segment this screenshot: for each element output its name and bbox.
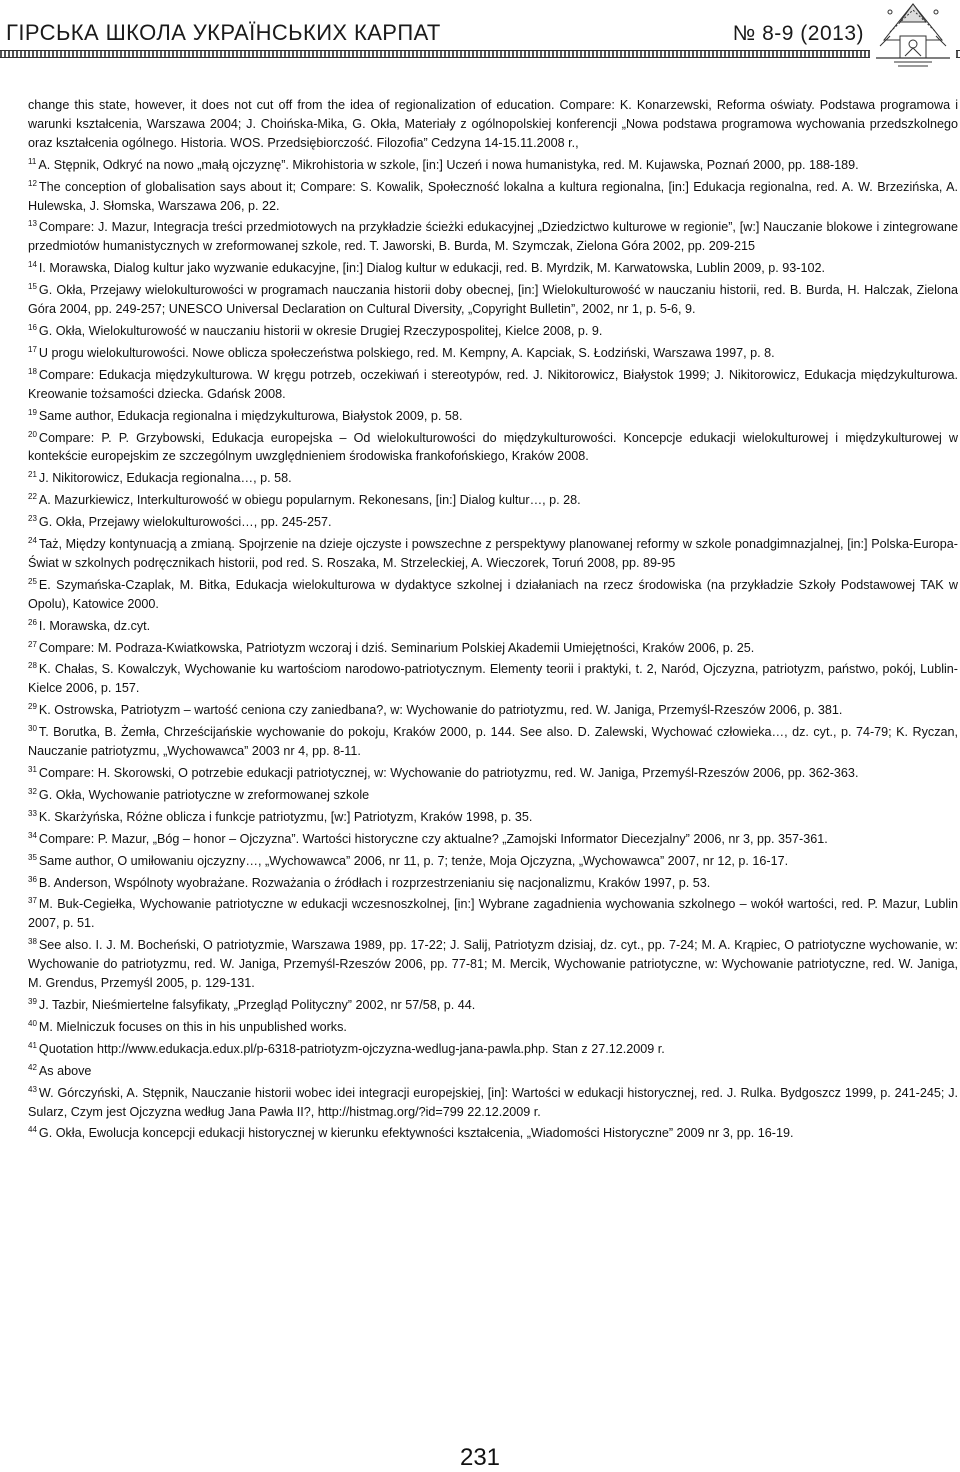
footnote-text: G. Okła, Wychowanie patriotyczne w zreformowanej szkole: [38, 787, 370, 802]
footnote-text: Compare: P. Mazur, „Bóg – honor – Ojczyzna”. Wartości historyczne czy aktualne? „Zamojski Informator Diecezjalny” 2006, nr 3, pp. 357-361.: [38, 831, 828, 846]
page-number: 231: [459, 1444, 501, 1471]
footnote-number: 31: [28, 765, 37, 774]
footnote-17: [28, 341, 958, 363]
footnote-text: A. Mazurkiewicz, Interkulturowość w obiegu popularnym. Rekonesans, [in:] Dialog kultur…, p. 28.: [38, 493, 581, 508]
footnote-text: Same author, O umiłowaniu ojczyzny…, „Wychowawca” 2006, nr 11, p. 7; tenże, Moja Ojczyzna, „Wychowawca” 2007, nr 12, p. 16-17.: [38, 853, 789, 868]
footnote-text: Compare: H. Skorowski, O potrzebie edukacji patriotycznej, w: Wychowanie do patriotyzmu, red. W. Janiga, Przemyśl-Rzeszów 2006, pp. 362-363.: [38, 766, 859, 780]
footnote-number: 32: [28, 786, 37, 796]
footnote-number: 13: [28, 219, 37, 229]
footnote-39: [28, 993, 958, 1015]
footnote-number: 18: [28, 366, 37, 376]
footnote-number: 19: [28, 407, 37, 417]
footnote-number: 34: [28, 830, 37, 840]
header-divider: [0, 50, 960, 58]
footnote-text: M. Mielniczuk focuses on this in his unpublished works.: [38, 1019, 347, 1034]
footnote-text: Compare: J. Mazur, Integracja treści przedmiotowych na przykładzie ścieżki edukacyjnej „Dziedzictwo kulturowe w regionie”, [w:] Nauczanie blokowe i zintegrowane przedmiotów humanistycznych w zreformowanej szkole, red. T. Jaworski, B. Burda, M. Szymczak, Zielona Góra 2002, pp. 209-215: [28, 220, 958, 254]
journal-title: ГІРСЬКА ШКОЛА УКРАЇНСЬКИХ КАРПАТ: [6, 20, 441, 45]
footnote-number: 27: [28, 639, 37, 649]
footnote-text: Compare: Edukacja międzykulturowa. W kręgu potrzeb, oczekiwań i stereotypów, red. J. Nikitorowicz, Białystok 1999; J. Nikitorowicz, Edukacja międzykulturowa. Kreowanie tożsamości dziecka. Gdańsk 2008.: [28, 367, 958, 401]
footnote-text: I. Morawska, Dialog kultur jako wyzwanie edukacyjne, [in:] Dialog kultur w edukacji, red. B. Myrdzik, M. Karwatowska, Lublin 2009, p. 93-102.: [38, 261, 825, 276]
footnote-number: 25: [28, 576, 37, 586]
footnote-text: J. Tazbir, Nieśmiertelne falsyfikaty, „Przegląd Polityczny” 2002, nr 57/58, p. 44.: [38, 997, 476, 1012]
footnote-text: I. Morawska, dz.cyt.: [38, 618, 151, 633]
footnote-text: Same author, Edukacja regionalna i międzykulturowa, Białystok 2009, p. 58.: [38, 408, 463, 423]
footnote-number: 33: [28, 808, 37, 818]
footnote-text: K. Chałas, S. Kowalczyk, Wychowanie ku wartościom narodowo-patriotycznym. Elementy teorii i praktyki, t. 2, Naród, Ojczyzna, patriotyzm, państwo, pokój, Lublin-Kielce 2006, p. 157.: [28, 662, 958, 696]
footnote-number: 30: [28, 724, 37, 734]
footnote-number: 11: [28, 156, 37, 166]
running-header: [0, 0, 960, 58]
footnote-number: 29: [28, 702, 37, 712]
footnote-text: See also. I. J. M. Bocheński, O patriotyzmie, Warszawa 1989, pp. 17-22; J. Salij, Patriotyzm dzisiaj, dz. cyt., pp. 7-24; M. A. Krąpiec, O patriotyczne wychowanie, w: Wychowanie do patriotyzmu, red. W. Janiga, Przemyśl-Rzeszów 2006, pp. 77-81; M. Mercik, Wychowanie patriotyczne, w: Wychowanie patriotyczne, red. W. Janiga, M. Grendus, Przemyśl 2005, p. 129-131.: [28, 938, 958, 991]
footnote-number: 40: [28, 1018, 37, 1028]
footnote-43: [28, 1081, 958, 1122]
footnote-number: 26: [28, 617, 37, 627]
footnote-28: [28, 657, 958, 698]
footnote-12: [28, 175, 958, 216]
footnote-29: [28, 698, 958, 720]
footnote-14: [28, 256, 958, 278]
footnote-number: 35: [28, 852, 37, 862]
footnote-number: 23: [28, 514, 37, 524]
footnote-number: 37: [28, 896, 37, 906]
footnote-40: [28, 1015, 958, 1037]
footnote-26: [28, 614, 958, 636]
footnote-35: [28, 849, 958, 871]
footnote-23: [28, 510, 958, 532]
footnote-11: [28, 153, 958, 175]
footnote-22: [28, 488, 958, 510]
footnote-15: [28, 278, 958, 319]
footnote-text: Compare: M. Podraza-Kwiatkowska, Patriotyzm wczoraj i dziś. Seminarium Polskiej Akademii Umiejętności, Kraków 2006, p. 25.: [38, 640, 755, 655]
footnote-21: [28, 466, 958, 488]
footnote-number: 44: [28, 1125, 37, 1135]
footnote-text: The conception of globalisation says about it; Compare: S. Kowalik, Społeczność lokalna a kultura regionalna, [in:] Edukacja regionalna, red. A. W. Brzezińska, A. Hulewska, J. Słomska, Warszawa 206, p. 22.: [28, 179, 958, 213]
footnote-number: 22: [28, 492, 37, 502]
footnote-number: 12: [28, 178, 37, 188]
footnote-number: 16: [28, 322, 37, 332]
footnote-44: [28, 1121, 958, 1143]
footnote-text: Taż, Między kontynuacją a zmianą. Spojrzenie na dzieje ojczyste i powszechne z perspektywy planowanej reformy w szkole ponadgimnazjalnej, [in:] Polska-Europa-Świat w szkolnych podręcznikach historii, pod red. S. Roszaka, M. Strzeleckiej, A. Wieczorek, Toruń 2008, pp. 89-95: [28, 537, 958, 570]
footnote-36: [28, 871, 958, 893]
footnote-16: [28, 319, 958, 341]
footnote-number: 21: [28, 470, 37, 480]
footnote-32: [28, 783, 958, 805]
footnote-number: 28: [28, 661, 37, 671]
footnote-number: 36: [28, 874, 37, 884]
footnote-number: 42: [28, 1062, 37, 1072]
footnote-text: G. Okła, Ewolucja koncepcji edukacji historycznej w kierunku efektywności kształcenia, „Wiadomości Historyczne” 2009 nr 3, pp. 16-19.: [38, 1126, 794, 1141]
footnote-text: T. Borutka, B. Żemła, Chrześcijańskie wychowanie do pokoju, Kraków 2000, p. 144. See also. D. Zalewski, Wychować człowieka…, dz. cyt., p. 74-79; K. Ryczan, Nauczanie patriotyzmu, „Wychowawca” 2003 nr 4, pp. 8-11.: [28, 725, 958, 759]
footnote-13: [28, 215, 958, 256]
footnote-number: 38: [28, 937, 37, 947]
footnotes-list: [28, 96, 958, 1143]
footnote-41: [28, 1037, 958, 1059]
footnote-text: M. Buk-Cegiełka, Wychowanie patriotyczne w edukacji wczesnoszkolnej, [in:] Wybrane zagadnienia wychowania szkolnego – wokół wartości, red. P. Mazur, Lublin 2007, p. 51.: [28, 897, 958, 931]
footnote-24: [28, 532, 958, 573]
footnote-33: [28, 805, 958, 827]
footnote-number: 20: [28, 429, 37, 439]
issue-number: № 8-9 (2013): [732, 22, 864, 45]
footnote-37: [28, 892, 958, 933]
footnote-text: G. Okła, Przejawy wielokulturowości w programach nauczania historii doby obecnej, [in:] Wielokulturowość w nauczaniu historii, red. B. Burda, H. Halczak, Zielona Góra 2004, pp. 249-257; UNESCO Universal Declaration on Cultural Diversity, „Copyright Bulletin”, 2002, nr 1, p. 5-6, 9.: [28, 283, 958, 317]
footnote-text: G. Okła, Wielokulturowość w nauczaniu historii w okresie Drugiej Rzeczypospolitej, Kielce 2008, p. 9.: [38, 323, 603, 338]
footnote-number: 17: [28, 344, 37, 354]
footnote-34: [28, 827, 958, 849]
footnote-38: [28, 933, 958, 993]
footnote-number: 14: [28, 260, 37, 270]
footnote-text: B. Anderson, Wspólnoty wyobrażane. Rozważania o źródłach i rozprzestrzenianiu się nacjonalizmu, Kraków 1997, p. 53.: [38, 875, 711, 890]
footnote-number: 43: [28, 1084, 37, 1094]
footnote-30: [28, 720, 958, 761]
footnote-text: Quotation http://www.edukacja.edux.pl/p-6318-patriotyzm-ojczyzna-wedlug-jana-pawla.php. Stan z 27.12.2009 r.: [38, 1041, 665, 1056]
footnote-text: J. Nikitorowicz, Edukacja regionalna…, p. 58.: [38, 471, 292, 486]
footnote-number: 41: [28, 1040, 37, 1050]
footnote-text: Compare: P. P. Grzybowski, Edukacja europejska – Od wielokulturowości do międzykulturowości. Koncepcje edukacji wielokulturowej i międzykulturowej w kontekście europejskim ze szczególnym uwzględnieniem środowiska frankofońskiego, Kraków 2008.: [28, 430, 958, 464]
footnote-19: [28, 404, 958, 426]
footnote-text: A. Stępnik, Odkryć na nowo „małą ojczyznę”. Mikrohistoria w szkole, [in:] Uczeń i nowa humanistyka, red. M. Kujawska, Poznań 2000, pp. 188-189.: [38, 157, 859, 172]
footnote-text: U progu wielokulturowości. Nowe oblicza społeczeństwa polskiego, red. M. Kempny, A. Kapciak, S. Łodziński, Warszawa 1997, p. 8.: [38, 345, 775, 360]
footnote-number: 15: [28, 282, 37, 292]
footnote-text: K. Ostrowska, Patriotyzm – wartość ceniona czy zaniedbana?, w: Wychowanie do patriotyzmu, red. W. Janiga, Przemyśl-Rzeszów 2006, p. 381.: [38, 703, 843, 718]
footnote-18: [28, 363, 958, 404]
footnote-number: 39: [28, 996, 37, 1006]
footnote-20: [28, 426, 958, 467]
footnote-text: K. Skarżyńska, Różne oblicza i funkcje patriotyzmu, [w:] Patriotyzm, Kraków 1998, p. 35.: [38, 809, 533, 824]
footnote-text: change this state, however, it does not cut off from the idea of regionalization of education. Compare: K. Konarzewski, Reforma oświaty. Podstawa programowa i warunki kształcenia, Warszawa 2004; J. Choińska-Mika, G. Okła, Materiały z ogólnopolskiej konferencji „Nowa podstawa programowa wychowania przedszkolnego oraz kształcenia ogólnego. Historia. WOS. Przedsiębiorczość. Filozofia” Cedzyna 14-15.11.2008 r.,: [28, 98, 958, 150]
school-logo-icon: [870, 0, 956, 72]
footnote-text: E. Szymańska-Czaplak, M. Bitka, Edukacja wielokulturowa w dydaktyce szkolnej i działaniach na rzecz środowiska (na przykładzie Szkoły Podstawowej TAK w Opolu), Katowice 2000.: [28, 577, 958, 611]
footnote-text: G. Okła, Przejawy wielokulturowości…, pp. 245-257.: [38, 515, 332, 530]
footnote-text: W. Górczyński, A. Stępnik, Nauczanie historii wobec idei integracji europejskiej, [in]: Wartości w edukacji historycznej, red. J. Rulka. Bydgoszcz 1999, p. 241-245; J. Sularz, Czym jest Ojczyzna według Jana Pawła II?, http://histmag.org/?id=799 22.12.2009 r.: [28, 1085, 958, 1119]
footnote-number: 24: [28, 536, 37, 546]
footnote-42: [28, 1059, 958, 1081]
footnote-text: As above: [38, 1063, 92, 1078]
footnote-31: [28, 761, 958, 783]
footnote-25: [28, 573, 958, 614]
footnote-continuation: [28, 96, 958, 153]
footnote-27: [28, 636, 958, 658]
